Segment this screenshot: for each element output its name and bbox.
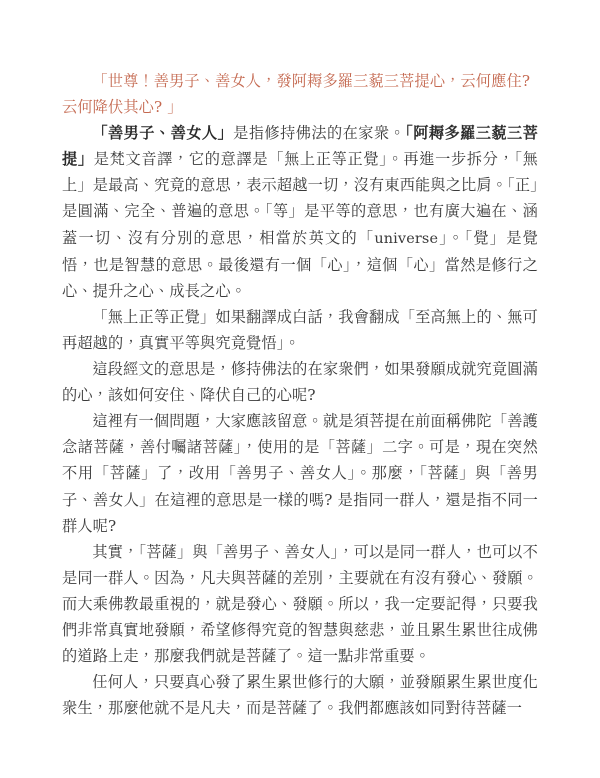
term-good-men-good-women: 「善男子、善女人」 — [92, 124, 234, 143]
paragraph-6: 任何人，只要真心發了累生累世修行的大願，並發願累生累世度化衆生，那麼他就不是凡夫，而是菩薩了。我們都應該如同對待菩薩一 — [62, 673, 538, 718]
paragraph-5: 其實，「菩薩」與「善男子、善女人」，可以是同一群人，也可以不是同一群人。因為，凡夫與菩薩的差別，主要就在有沒有發心、發願。而大乘佛教最重視的，就是發心、發願。所以，我一定要記得，只要我們非常真實地發願，希望修得究竟的智慧與慈悲，並且累生累世往成佛的道路上走，那麼我們就是菩薩了。這一點非常重要。 — [62, 542, 538, 666]
paragraph-1-text-c: 」。「覺」是覺悟，也是智慧的意思。最後還有一個「心」，這個「心」當然是修行之心、提升之心、成長之心。 — [62, 228, 538, 300]
sutra-quote-line-2: 云何降伏其心? 」 — [62, 98, 183, 117]
paragraph-1-text-a: 是指修持佛法的在家衆。 — [233, 124, 406, 143]
paragraph-2: 「無上正等正覺」如果翻譯成白話，我會翻成「至高無上的、無可再超越的，真實平等與究竟覺悟」。 — [62, 307, 538, 352]
paragraph-3: 這段經文的意思是，修持佛法的在家衆們，如果發願成就究竟圓滿的心，該如何安住、降伏自己的心呢? — [62, 360, 538, 405]
paragraph-1 — [62, 120, 538, 304]
term-anuttara-samyak-sambodhi: 「阿耨多羅三藐三菩提」 — [62, 124, 538, 169]
sutra-quote-line-1: 「世尊！善男子、善女人，發阿耨多羅三藐三菩提心，云何應住? — [92, 72, 531, 90]
sutra-quote-paragraph — [62, 68, 538, 120]
document-body — [62, 68, 538, 721]
paragraph-1-text-b: 是梵文音譯，它的意譯是「無上正等正覺」。再進一步拆分，「無上」是最高、究竟的意思，表示超越一切，沒有東西能與之比肩。「正」是圓滿、完全、普遍的意思。「等」是平等的意思，也有廣大遍在、涵蓋一切、沒有分別的意思，相當於英文的「 — [62, 150, 538, 247]
term-universe-latin: universe — [374, 230, 439, 247]
paragraph-4: 這裡有一個問題，大家應該留意。就是須菩提在前面稱佛陀「善護念諸菩薩，善付囑諸菩薩」，使用的是「菩薩」二字。可是，現在突然不用「菩薩」了，改用「善男子、善女人」。那麼，「菩薩」與「善男子、善女人」在這裡的意思是一樣的嗎? 是指同一群人，還是指不同一群人呢? — [62, 412, 538, 535]
